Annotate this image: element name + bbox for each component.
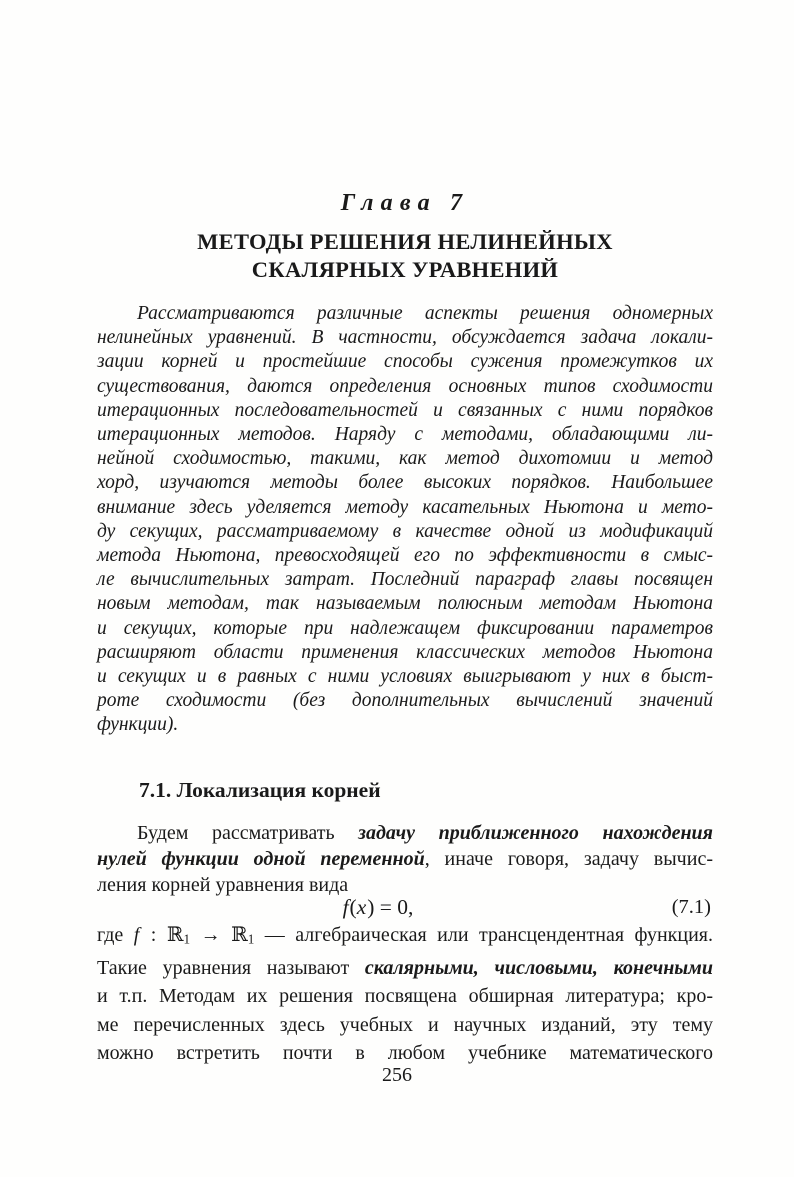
text-segment: метода Ньютона, превосходящей его по эффективности в смыс- — [97, 545, 713, 567]
text-segment: f — [342, 895, 349, 919]
chapter-title-line1: МЕТОДЫ РЕШЕНИЯ НЕЛИНЕЙНЫХ — [197, 229, 613, 254]
text-line — [97, 592, 713, 616]
chapter-title — [97, 228, 713, 284]
text-segment: ле вычислительных затрат. Последний параграф главы посвящен — [97, 569, 713, 591]
text-line — [97, 520, 713, 544]
text-segment: Такие уравнения называют — [97, 956, 365, 979]
text-segment: 1 — [183, 931, 191, 947]
text-line — [97, 617, 713, 641]
text-line — [97, 846, 713, 872]
text-line — [97, 713, 713, 737]
text-line — [97, 350, 713, 374]
text-line — [97, 893, 713, 921]
text-segment: существования, даются определения основных типов сходимости — [97, 375, 713, 397]
chapter-label: Глава 7 — [340, 190, 470, 216]
text-line — [97, 302, 713, 326]
text-line — [97, 1011, 713, 1039]
text-segment: → — [190, 924, 232, 946]
text-segment: ) = 0, — [367, 895, 414, 919]
text-segment: , иначе говоря, задачу вычис- — [424, 848, 713, 870]
text-line — [97, 641, 713, 665]
text-line — [97, 982, 713, 1010]
text-segment: где — [97, 924, 134, 946]
text-segment: можно встретить почти в любом учебнике математического — [97, 1042, 713, 1064]
text-segment: f — [133, 924, 140, 946]
text-segment: ℝ — [231, 924, 248, 946]
text-segment: нейной сходимостью, такими, как метод дихотомии и метод — [97, 448, 713, 470]
text-segment: новым методам, так называемым полюсным методам Ньютона — [97, 593, 713, 615]
text-segment: ( — [349, 895, 357, 919]
text-segment: Рассматриваются различные аспекты решения одномерных — [137, 303, 713, 324]
text-segment: 1 — [247, 931, 255, 947]
text-segment: ℝ — [166, 924, 184, 946]
text-segment: внимание здесь уделяется методу касательных Ньютона и мето- — [97, 496, 713, 518]
intro-paragraph — [97, 820, 713, 898]
text-segment: функции). — [97, 714, 179, 736]
text-segment: и секущих, которые при надлежащем фиксировании параметров — [97, 617, 713, 639]
equation-number: (7.1) — [671, 896, 711, 918]
text-segment: ме перечисленных здесь учебных и научных изданий, эту тему — [97, 1013, 713, 1036]
text-segment: итерационных методов. Наряду с методами, обладающими ли- — [97, 424, 713, 446]
section-heading: 7.1. Локализация корней — [139, 778, 381, 802]
text-line — [97, 423, 713, 447]
body-paragraph — [97, 921, 713, 1067]
text-segment: : — [140, 924, 167, 946]
text-segment: и т.п. Методам их решения посвящена обширная литература; кро- — [97, 985, 713, 1008]
text-line — [97, 544, 713, 568]
text-segment: Будем рассматривать — [137, 822, 359, 844]
text-segment: — алгебраическая или трансцендентная функция. — [254, 924, 714, 946]
text-segment: ду секущих, рассматриваемому в качестве одной из модификаций — [97, 520, 713, 542]
text-line — [97, 447, 713, 471]
text-line — [97, 921, 713, 954]
text-segment: нелинейных уравнений. В частности, обсуждается задача локали- — [97, 327, 713, 349]
text-segment: зации корней и простейшие способы сужения промежутков их — [97, 351, 713, 373]
text-line — [97, 496, 713, 520]
text-line — [97, 689, 713, 713]
text-segment: роте сходимости (без дополнительных вычислений значений — [97, 690, 713, 712]
text-segment: и секущих и в равных с ними условиях выигрывают у них в быст- — [97, 666, 713, 688]
equation-row — [97, 893, 713, 921]
text-segment: задачу приближенного нахождения — [358, 822, 713, 844]
text-line — [97, 820, 713, 846]
text-line — [97, 954, 713, 982]
text-segment: нулей функции одной переменной — [97, 848, 425, 870]
text-segment: хорд, изучаются методы более высоких порядков. Наибольшее — [97, 472, 713, 494]
text-segment: скалярными, числовыми, конечными — [364, 956, 713, 979]
text-line — [97, 399, 713, 423]
text-segment: ления корней уравнения вида — [97, 874, 349, 896]
text-line — [97, 375, 713, 399]
text-segment: x — [356, 895, 367, 919]
text-line — [97, 326, 713, 350]
text-segment: расширяют области применения классических методов Ньютона — [97, 641, 713, 663]
text-line — [97, 665, 713, 689]
chapter-title-line2: СКАЛЯРНЫХ УРАВНЕНИЙ — [251, 257, 559, 282]
page-number: 256 — [382, 1064, 412, 1086]
equation-7-1 — [97, 893, 713, 921]
text-segment: итерационных последовательностей и связанных с ними порядков — [97, 399, 713, 421]
text-line — [97, 568, 713, 592]
chapter-abstract — [97, 302, 713, 738]
text-line — [97, 471, 713, 495]
